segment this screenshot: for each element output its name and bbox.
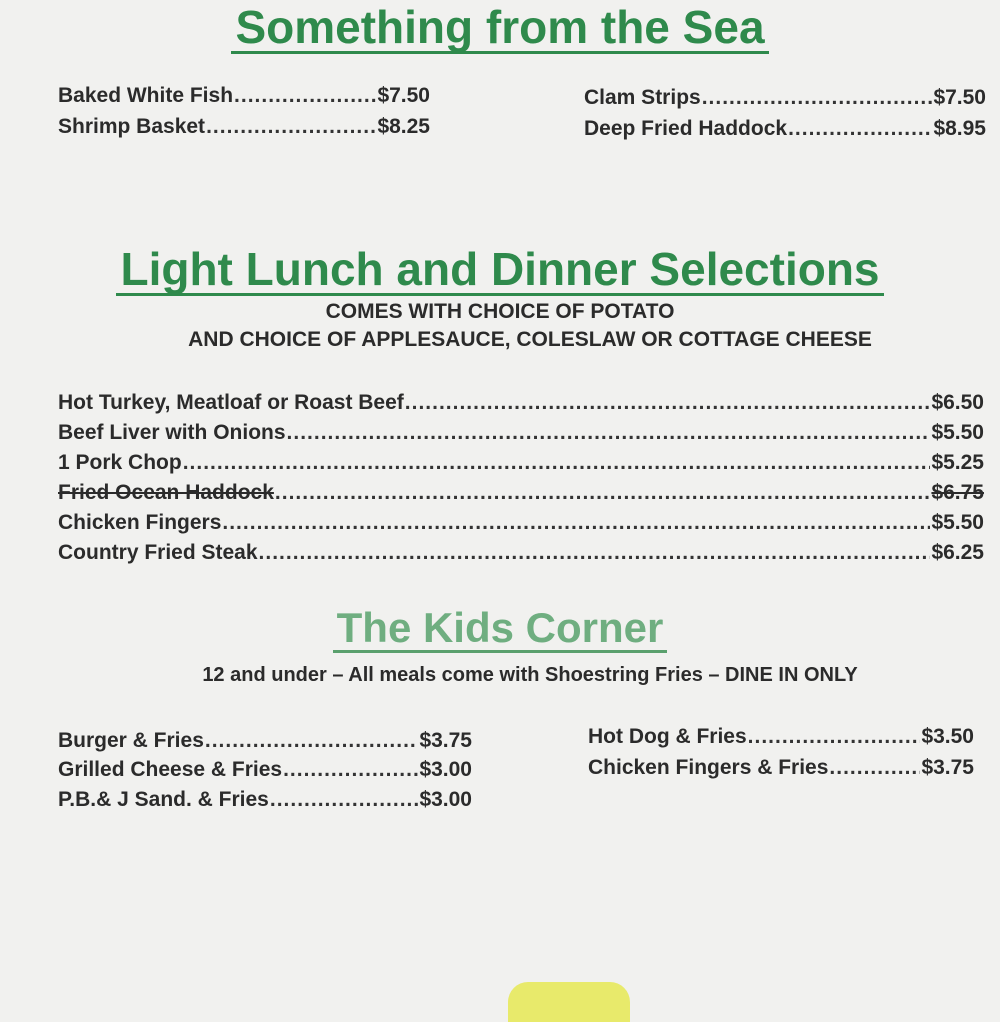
item-price: $3.75	[419, 729, 472, 752]
item-name: Burger & Fries	[58, 729, 204, 752]
leader-dots	[259, 541, 931, 565]
leader-dots	[270, 788, 419, 812]
item-price: $3.50	[921, 725, 974, 748]
menu-item-baked-white-fish	[58, 84, 430, 112]
menu-item-burger-fries	[58, 729, 472, 757]
leader-dots	[283, 758, 418, 782]
menu-item-hot-dog-fries	[588, 725, 974, 753]
item-name: Grilled Cheese & Fries	[58, 758, 283, 781]
item-name: 1 Pork Chop	[58, 451, 182, 474]
item-name: Deep Fried Haddock	[584, 117, 788, 140]
section-title-sea: Something from the Sea	[0, 0, 1000, 54]
leader-dots	[287, 421, 931, 445]
leader-dots	[275, 481, 931, 505]
menu-item-deep-fried-haddock	[584, 117, 986, 145]
item-price: $3.00	[419, 758, 472, 781]
leader-dots	[206, 115, 376, 139]
item-name: Clam Strips	[584, 86, 701, 109]
item-price: $7.50	[933, 86, 986, 109]
item-name: Chicken Fingers	[58, 511, 222, 534]
menu-item-clam-strips	[584, 86, 986, 114]
menu-item-chicken-fingers	[58, 511, 984, 539]
leader-dots	[788, 117, 932, 141]
yellow-tab	[508, 982, 630, 1022]
item-name: Shrimp Basket	[58, 115, 206, 138]
lunch-subtitle-sides: AND CHOICE OF APPLESAUCE, COLESLAW OR COTTAGE CHEESE	[188, 328, 872, 351]
leader-dots	[829, 756, 920, 780]
leader-dots	[222, 511, 930, 535]
item-price: $5.50	[931, 511, 984, 534]
menu-item-shrimp-basket	[58, 115, 430, 143]
item-name: P.B.& J Sand. & Fries	[58, 788, 269, 811]
menu-item-pbj-fries	[58, 788, 472, 816]
leader-dots	[748, 725, 921, 749]
leader-dots	[405, 391, 931, 415]
item-price: $6.50	[931, 391, 984, 414]
kids-subtitle: 12 and under – All meals come with Shoestring Fries – DINE IN ONLY	[202, 664, 858, 686]
menu-item-chicken-fingers-fries	[588, 756, 974, 784]
item-name: Hot Dog & Fries	[588, 725, 747, 748]
item-price: $8.25	[377, 115, 430, 138]
item-price: $7.50	[377, 84, 430, 107]
leader-dots	[183, 451, 931, 475]
lunch-subtitle-potato: COMES WITH CHOICE OF POTATO	[325, 300, 675, 323]
section-title-kids: The Kids Corner	[0, 604, 1000, 653]
item-price: $6.75	[931, 481, 984, 504]
item-price: $5.50	[931, 421, 984, 444]
menu-item-beef-liver	[58, 421, 984, 449]
leader-dots	[205, 729, 419, 753]
item-price: $5.25	[931, 451, 984, 474]
item-name: Beef Liver with Onions	[58, 421, 286, 444]
section-title-lunch: Light Lunch and Dinner Selections	[0, 242, 1000, 296]
item-name: Hot Turkey, Meatloaf or Roast Beef	[58, 391, 404, 414]
leader-dots	[702, 86, 933, 110]
menu-item-grilled-cheese-fries	[58, 758, 472, 786]
item-price: $3.75	[921, 756, 974, 779]
menu-item-hot-turkey	[58, 391, 984, 419]
item-price: $8.95	[933, 117, 986, 140]
item-name: Fried Ocean Haddock	[58, 481, 274, 504]
item-name: Baked White Fish	[58, 84, 234, 107]
menu-item-country-fried-steak	[58, 541, 984, 569]
item-name: Country Fried Steak	[58, 541, 258, 564]
item-name: Chicken Fingers & Fries	[588, 756, 829, 779]
menu-item-fried-ocean-haddock	[58, 481, 984, 509]
item-price: $6.25	[931, 541, 984, 564]
item-price: $3.00	[419, 788, 472, 811]
menu-item-pork-chop	[58, 451, 984, 479]
leader-dots	[234, 84, 376, 108]
